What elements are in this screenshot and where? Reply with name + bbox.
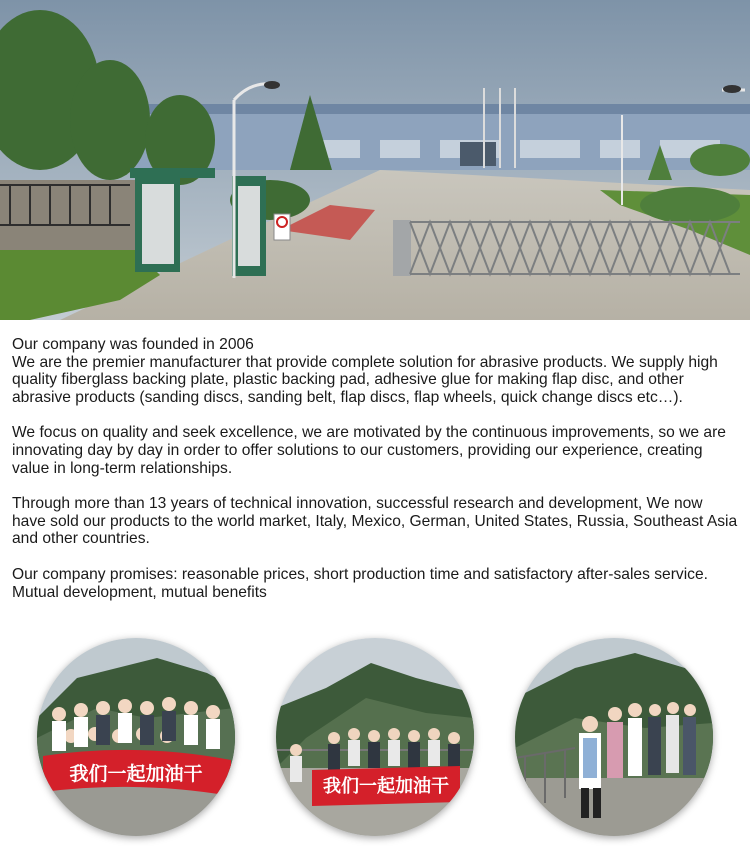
- market-paragraph: Through more than 13 years of technical innovation, successful research and development, We now have sold our products to the world market, Italy, Mexico, German, United States, Russia, Southeast Asia and other countries.: [12, 495, 738, 548]
- team-photos: [0, 636, 750, 846]
- factory-illustration: [0, 0, 750, 320]
- team-banner-text-1: 我们一起加油干: [69, 763, 203, 785]
- team-photo-1: [37, 638, 235, 836]
- founded-line-and-intro: [12, 336, 738, 406]
- founded-line: Our company was founded in 2006: [12, 336, 254, 353]
- about-company-text: [12, 336, 738, 601]
- quality-paragraph: We focus on quality and seek excellence, we are motivated by the continuous improvements, so we are innovating day by day in order to offer solutions to our customers, providing our experience, creating value in long-term relationships.: [12, 424, 726, 477]
- intro-paragraph: We are the premier manufacturer that provide complete solution for abrasive products. We supply high quality fiberglass backing plate, plastic backing pad, adhesive glue for making flap disc, and other abrasive products (sanding discs, sanding belt, flap discs, flap wheels, quick change discs etc…).: [12, 353, 718, 406]
- factory-photo: [0, 0, 750, 320]
- team-photo-3: [515, 638, 713, 836]
- promise-paragraph: Our company promises: reasonable prices, short production time and satisfactory after-sales service. Mutual development, mutual benefits: [12, 565, 708, 601]
- team-banner-text-2: 我们一起加油干: [323, 776, 449, 797]
- team-photo-2: [276, 638, 474, 836]
